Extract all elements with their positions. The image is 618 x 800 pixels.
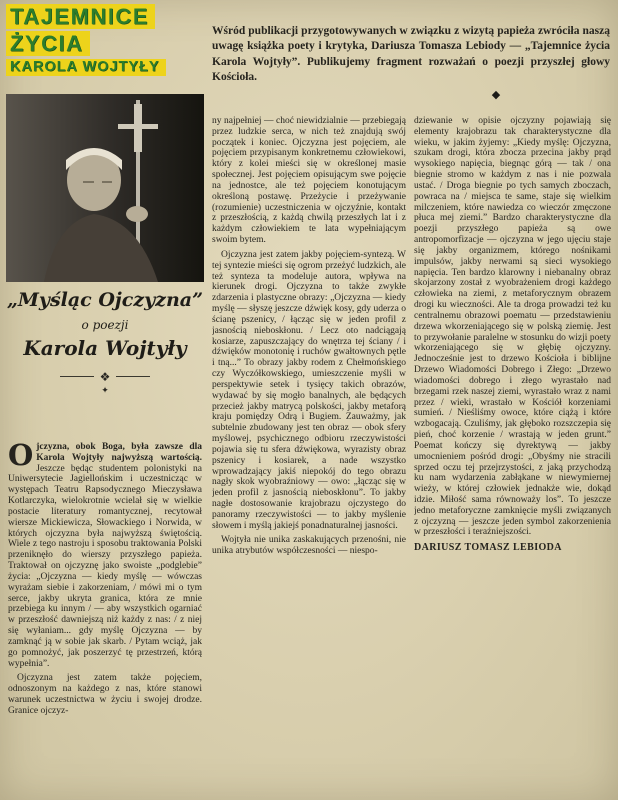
- masthead-line-1: TAJEMNICE: [6, 4, 155, 29]
- article-title-main: „Myśląc Ojczyzna”: [6, 289, 204, 311]
- body-paragraph: Ojczyzna jest zatem także pojęciem, odnoszonym na każdego z nas, które stanowi warunek uczestnictwa w życiu i swojej drodze. Granice ojczyz-: [8, 673, 202, 716]
- pope-photo: [6, 94, 204, 282]
- ornament-rule-left: [60, 376, 94, 377]
- article-title-name: Karola Wojtyły: [23, 335, 187, 360]
- diamond-icon: ◆: [491, 89, 501, 102]
- intro-block: [212, 24, 610, 101]
- ornament: [6, 370, 204, 396]
- author-byline: DARIUSZ TOMASZ LEBIODA: [414, 542, 562, 554]
- pope-photo-illustration: [6, 94, 204, 282]
- drop-cap: O: [8, 442, 34, 472]
- hand: [126, 206, 148, 222]
- text-column-middle: [212, 116, 406, 794]
- article-title: [6, 290, 204, 396]
- masthead-line-3: KAROLA WOJTYŁY: [6, 59, 166, 76]
- text-column-left: [8, 442, 202, 794]
- masthead-line-2: ŻYCIA: [6, 31, 90, 56]
- body-paragraph: dziewanie w opisie ojczyzny pojawiają się elementy krajobrazu tak charakterystyczne dla wieku, w jakim żyjemy: „Kiedy myślę: Ojczyzna, szukam drogi, która zbocza przecina jakby prąd wysokiego napięcia, biegnąc górą — tak / ona biegnie stromo w każdym z nas i nie pozwala ustać. / Droga biegnie po tych samych zboczach, powraca na / miejsca te same, staje się wielkim milczeniem, które nawiedza co wieczór zmęczone płuca mej ziemi.” Bardzo charakterystyczne dla poezji przyszłego papieża są owe antropomorfizacje — ojczyzna w jego ujęciu staje się jakby organizmem, którego nośnikami impulsów, jakby nerwami są sieci wysokiego napięcia. Ten bardzo klarowny i niebanalny obraz skojarzony został z wyobrażeniem drogi każdego człowieka na ziemi, z metaforycznym obrazem drogi ku wieczności. Ale ta droga prowadzi też ku centralnemu obrazowi poematu — przedstawieniu drzewa wkorzeniającego się w polską ziemię. Jest to przywołanie paralelne w stosunku do wizji poety wkorzeniającego się w głębię ojczyzny. Jednocześnie jest to drzewo Kościoła i biblijne Drzewo Wiadomości Dobrego i Złego: „Drzewo wiadomości dobrego i złego wyrastało nad brzegami rzek naszej ziemi, wyrastało wraz z nami przez / wieki, wrastało w Kościół korzeniami sumień. / Nieśliśmy owoce, które ciążą i które wzbogacają. Czuliśmy, jak głęboko rozszczepia się pień, choć korzenie / wrastają w jeden grunt.” Poemat kończy się dyrektywą — jakby umocnieniem pośród drogi: „Obyśmy nie stracili sprzed oczu tej przejrzystości, z jaką przychodzą ku nam wydarzenia zabłąkane w niewymiernej wieży, w której człowiek jednakże wie, dokąd idzie. Miłość sama równoważy los”. To jeszcze jedno metaforyczne zamknięcie myśli związanych z ojczyzną — jeszcze jeden symbol zakorzenienia w przeszłości i teraźniejszości.: [414, 116, 611, 538]
- article-title-sub: o poezji: [81, 317, 129, 332]
- body-paragraph: [8, 442, 202, 669]
- lead-sentence: jczyzna, obok Boga, była zawsze dla Karola Wojtyły najwyższą wartością.: [36, 442, 202, 463]
- intro-paragraph: Wśród publikacji przygotowywanych w związku z wizytą papieża zwróciła naszą uwagę książka poety i krytyka, Dariusza Tomasza Lebiody — „Tajemnice życia Karola Wojtyły”. Publikujemy fragment rozważań o poezji przyszłej głowy Kościoła.: [212, 25, 610, 83]
- paragraph-text: Jeszcze będąc studentem polonistyki na Uniwersytecie Jagiellońskim i uczestnicząc w występach Teatru Rapsodycznego Mieczysława Kotlarczyka, wielokrotnie wcielał się w wielkie postacie literatury romantycznej, recytował wiersze Mickiewicza, Słowackiego i Norwida, w których ojczyzna była najwyższą świętością. Wiele z tego nastroju i sposobu traktowania Polski przeniknęło do wierszy przyszłego papieża. Traktował on ojczyznę jako swoiste „podglebie” życia: „Ojczyzna — kiedy myślę — wówczas wyrażam siebie i zakorzeniam, / mówi mi o tym serce, jakby ukryta granica, która ze mnie przebiega ku innym / — aby wszystkich ogarniać w przeszłość dawniejszą niż każdy z nas: / z niej się wyłaniam... gdy myślę Ojczyzna — by zamknąć ją w sobie jak skarb. / Pytam wciąż, jak go pomnożyć, jak poszerzyć tę przestrzeń, którą wypełnia”.: [8, 463, 202, 669]
- ornament-tail-icon: ✦: [101, 385, 109, 396]
- ornament-rule-right: [116, 376, 150, 377]
- masthead: [6, 4, 208, 78]
- body-paragraph: Ojczyzna jest zatem jakby pojęciem-syntezą. W tej syntezie mieści się ogrom przeżyć ludzkich, ale też synteza ta modeluje autora, wpływa na kierunek drogi. Ojczyzna to także zwykłe zdarzenia i plastyczne obrazy: „Ojczyzna — kiedy myślę — słyszę jeszcze dźwięk kosy, gdy uderza o ścianę pszenicy, / łącząc się w jeden profil z jasnością nieboskłonu. / Lecz oto nadciągają kosiarze, zapuszczający do wnętrza tej ściany / i dźwięków monotonię i ruchów gwałtownych pętle i tną...” To obrazy jakby rodem z Chełmońskiego czy Wyczółkowskiego, umieszczenie myśli w perspektywie setek i tysięcy takich obrazów, wydawać by się mogło banalnych, ale będących przecież jakby matrycą polskości, jakby metaforą kraju pomiędzy Odrą i Bugiem. Zauważmy, jak subtelnie zbudowany jest ten obraz — obok sfery myślowej, psychicznego odbioru rzeczywistości pojawia się tu sfera dźwiękowa, wyrazisty obraz pszenicy i kosiarek, a nade wszystko wprowadzający jakiś niepokój do tego obrazu nagły skok wyobraźniowy — owo: „łącząc się w jeden profil z jasnością nieboskłonu”. To jakby nagłe dostosowanie krajobrazu ojczystego do panoramy rzeczywistości — to jakby myślenie słowem i myślą jakiejś ponadnaturalnej jasności.: [212, 249, 406, 531]
- body-paragraph: Wojtyła nie unika zaskakujących przenośni, nie unika atrybutów współczesności — niespo-: [212, 535, 406, 557]
- body-paragraph: ny najpełniej — choć niewidzialnie — przebiegają przez ludzkie serca, w nich też znajdują swój początek i koniec. Ojczyzna jest pojęciem, ale pojęciem przypisanym konkretnemu człowiekowi, który z kolei mieści się w określonej masie społecznej. Jest pojęciem opisującym swe pojęcie na jednostce, ale też pojęciem konotującym określoną postawę. Przeżycie i przeżywanie (rozumienie) uczestniczenia w ojczyźnie, kontakt z przeszłością, z każdą chwilą przeszłych lat i z każdym człowiekiem te lata wypełniającym swoim bytem.: [212, 116, 406, 246]
- text-column-right: [414, 116, 611, 794]
- ornament-icon: ❖: [99, 369, 111, 384]
